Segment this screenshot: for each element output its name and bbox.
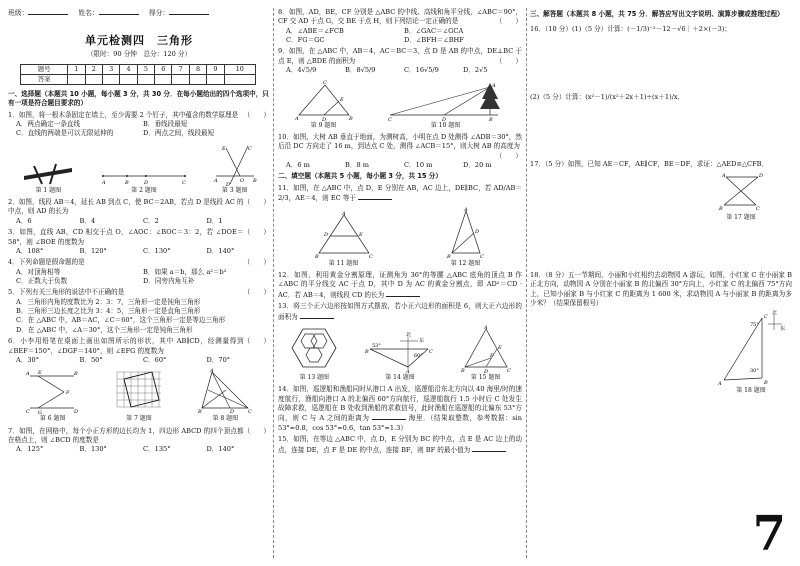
- svg-text:D: D: [474, 228, 479, 235]
- option-a: A．两点确定一条直线: [16, 119, 81, 128]
- intersecting-lines-figure: [212, 142, 258, 186]
- answer-paren: （ ）: [243, 258, 270, 267]
- options: [8, 445, 270, 454]
- svg-text:F: F: [489, 352, 494, 359]
- figure-caption: 第 3 题图: [221, 186, 248, 194]
- options: [8, 217, 270, 226]
- table-cell: 5: [137, 64, 154, 74]
- angle-label: 30°: [750, 368, 759, 375]
- figure-9: [295, 79, 353, 131]
- angle-label: 60°: [413, 352, 423, 359]
- ship-bearing-figure: [362, 327, 438, 373]
- table-cell: 9: [207, 64, 224, 74]
- parallel-triangle-figure: [315, 211, 373, 259]
- table-cell: 2: [85, 64, 102, 74]
- answer-paren: （ ）: [243, 228, 270, 237]
- score-label: 得分：: [148, 9, 170, 17]
- figure-15: [461, 325, 511, 383]
- angle-label: 53°: [371, 342, 381, 349]
- figure-row-4: [278, 207, 522, 269]
- page-number: 7: [752, 506, 786, 562]
- column-divider: [526, 8, 527, 558]
- parallel-lines-figure: [24, 368, 82, 414]
- answer-paren: （ ）: [243, 337, 270, 346]
- answer-paren: （ ）: [495, 17, 522, 26]
- table-cell: 6: [155, 64, 172, 74]
- options: [8, 247, 270, 256]
- option-b: B．∠GAC＝∠GCA: [404, 26, 464, 35]
- east-label: 东: [780, 326, 786, 333]
- page-title: 单元检测四 三角形: [85, 33, 193, 47]
- svg-text:O: O: [239, 177, 244, 184]
- option-b: B．50°: [79, 355, 103, 364]
- option-c: C．16√5/9: [404, 66, 439, 75]
- svg-text:C: C: [387, 116, 392, 121]
- option-a: A．125°: [16, 445, 44, 454]
- score-field[interactable]: [169, 8, 209, 15]
- figure-2: [101, 166, 187, 196]
- svg-text:C: C: [181, 179, 186, 186]
- question-text: 10．如图，大树 AB 垂直于地面，为测树高，小明在点 D 处测得 ∠ADB＝30°，然后沿 DC 方向走了 16 m，到达点 C 处，测得 ∠ACB＝15°，则大树 AB 的高度为: [278, 133, 522, 151]
- answer-cell[interactable]: [85, 74, 102, 84]
- option-a: A．∠ABE＝∠FCB: [286, 26, 344, 35]
- option-b: B．8√5/9: [345, 66, 376, 75]
- table-cell: 7: [172, 64, 189, 74]
- question-15: [278, 435, 522, 455]
- question-text: 14．如图，巡逻船和渔船同时从港口 A 出发，巡逻船沿东北方向以 40 海里/时的速度航行，渔船向港口 A 的北偏西 60°方向航行，巡逻船航行 1.5 小时后 C 处发生故障求救，巡逻船在 B 处收到渔船的求救信号，此时渔船在巡逻船的北偏东 53°方向，则 C 与 A 之间的距离为: [278, 385, 522, 423]
- svg-text:A: A: [213, 177, 218, 184]
- svg-text:C: C: [756, 206, 760, 213]
- table-cell: 题号: [21, 64, 68, 74]
- option-a: A．108°: [16, 246, 44, 255]
- svg-text:E: E: [221, 145, 226, 152]
- svg-text:B: B: [252, 177, 257, 184]
- svg-text:B: B: [764, 380, 768, 387]
- svg-text:B: B: [460, 367, 465, 373]
- name-label: 姓名：: [78, 9, 99, 17]
- svg-text:B: B: [719, 206, 723, 213]
- options: [278, 161, 522, 170]
- svg-text:D: D: [143, 179, 148, 186]
- section-3-heading: 三、解答题（本题共 8 小题，共 75 分．解答应写出文字说明、演算步骤或推理过程）: [530, 10, 784, 18]
- svg-text:B: B: [348, 115, 353, 121]
- svg-text:D: D: [225, 181, 230, 186]
- answer-paren: （ ）: [495, 151, 522, 160]
- answer-blank[interactable]: [372, 413, 406, 420]
- figure-caption: 第 8 题图: [212, 415, 239, 423]
- question-text: 1．如图，将一根木条固定在墙上，至少需要 2 个钉子，其中蕴含的数学原理是: [8, 110, 239, 119]
- question-17: 17．（5 分）如图，已知 AE＝CF，AE∥CF，BE＝DF，求证：△AED≌△CFB．: [530, 160, 769, 169]
- option-c: C．在 △ABC 中，AB＝AC，∠C＝60°，这个三角形一定是等边三角形: [16, 316, 226, 325]
- option-d: D．在 △ABC 中，∠A＝30°，这个三角形一定是钝角三角形: [16, 325, 193, 334]
- answer-space[interactable]: [530, 223, 792, 271]
- question-text: 8．如图，AD，BE，CF 分别是 △ABC 的中线、高线和角平分线，∠ABC＝90°，CF 交 AD 于点 G，交 BE 于点 H，则下列结论一定正确的是: [278, 8, 522, 26]
- question-18: 18．（8 分）五一节期间，小丽和小红相约去动物园 A 游玩，如图，小红家 C 在小丽家 B 正北方向，动物园 A 分别在小丽家 B 的北偏西 30°方向上，小红家 C 的北偏西 75°方向上，已知小丽家 B 与小红家 C 的距离为 1 600 米，求动物园 A 与小丽家 B 的距离为多少米？（结果保留根号）: [530, 270, 792, 308]
- column-divider: [273, 8, 274, 558]
- answer-cell[interactable]: [189, 74, 206, 84]
- svg-text:B: B: [198, 409, 202, 415]
- zoo-bearing-figure: [716, 310, 786, 386]
- option-d: D．20 m: [463, 161, 492, 170]
- svg-text:E: E: [497, 344, 502, 351]
- option-d: D．70°: [206, 355, 231, 364]
- tree-height-figure: [386, 79, 506, 121]
- figure-6: [24, 368, 82, 424]
- north-label: 北: [772, 310, 778, 317]
- figure-17-wrap: [530, 171, 792, 223]
- answer-cell[interactable]: [207, 74, 224, 84]
- svg-text:D: D: [441, 116, 446, 121]
- option-c: C．135°: [143, 445, 171, 454]
- answer-paren: （ ）: [495, 56, 522, 65]
- option-c: C．130°: [143, 246, 171, 255]
- figure-18: [716, 310, 786, 396]
- answer-paren: （ ）: [243, 426, 270, 435]
- equilateral-triangle-figure: [461, 325, 511, 373]
- figure-caption: 第 17 题图: [726, 214, 756, 222]
- option-a: A．对顶角相等: [16, 267, 61, 276]
- figure-17: [718, 171, 764, 223]
- table-cell: 答案: [21, 74, 68, 84]
- option-a: A．4√5/9: [286, 66, 317, 75]
- question-text: 3．如图，直线 AB，CD 相交于点 O，∠AOC：∠BOC＝3：2，若 ∠DOE＝58°，则 ∠BOE 的度数为: [8, 228, 244, 246]
- north-label: 北: [405, 331, 411, 338]
- option-c: C．2: [143, 216, 159, 225]
- option-c: C．FG＝GC: [286, 36, 325, 45]
- question-9: [278, 47, 522, 75]
- east-label: 东: [418, 337, 424, 344]
- page-subtitle: （限时：90 分钟 总分：120 分）: [86, 50, 192, 59]
- answer-space[interactable]: [530, 104, 792, 160]
- option-b: B．130°: [79, 445, 107, 454]
- svg-text:A: A: [294, 115, 299, 121]
- answer-cell[interactable]: [137, 74, 154, 84]
- answer-table-header-row: [21, 64, 256, 74]
- svg-text:D: D: [323, 231, 328, 238]
- grid-quadrilateral-figure: [113, 368, 165, 414]
- svg-text:A: A: [722, 173, 726, 180]
- svg-text:B: B: [364, 348, 369, 355]
- option-d: D．140°: [206, 445, 235, 454]
- option-b: B．120°: [79, 246, 107, 255]
- figure-3: [212, 142, 258, 196]
- question-2: [8, 198, 270, 226]
- option-b: B．4: [79, 216, 96, 225]
- option-a: A．6 m: [286, 161, 310, 170]
- option-a: A．三角形内角的度数比为 2：3：7，三角形一定是钝角三角形: [16, 297, 201, 306]
- question-3: [8, 228, 270, 256]
- table-cell: 8: [189, 64, 206, 74]
- question-4: [8, 258, 270, 286]
- svg-text:C: C: [322, 79, 327, 86]
- figure-18-wrap: [530, 310, 792, 396]
- figure-caption: 第 13 题图: [299, 373, 330, 381]
- figure-row-1: [8, 142, 270, 196]
- svg-text:C: C: [764, 314, 768, 321]
- answer-blank[interactable]: [472, 445, 506, 452]
- option-b: B．三角形三边长度之比为 3：4：5，三角形一定是直角三角形: [16, 307, 201, 316]
- svg-text:D: D: [230, 409, 235, 415]
- section-2-heading: 二、填空题（本题共 5 小题，每小题 3 分，共 15 分）: [278, 172, 442, 181]
- svg-text:B: B: [314, 253, 319, 259]
- svg-text:E: E: [37, 370, 42, 377]
- question-text: 4．下列命题是假命题的是: [8, 258, 85, 267]
- figure-caption: 第 10 题图: [430, 121, 461, 129]
- question-16a: 16．（10 分）(1)（5 分）计算：(－1/3)⁻²－12－√6｜＋2×(－3)；: [530, 25, 732, 34]
- question-16b: (2)（5 分）计算：(x²－1)/(x²＋2x＋1)÷(x＋1)/x．: [530, 92, 685, 101]
- question-12: [278, 271, 522, 300]
- svg-text:A: A: [491, 82, 496, 89]
- question-14: [278, 385, 522, 433]
- angle-label: 75°: [750, 322, 759, 329]
- figure-caption: 第 2 题图: [131, 186, 157, 194]
- figure-caption: 第 6 题图: [39, 415, 66, 423]
- figure-1: [20, 160, 76, 196]
- isosceles-triangle-figure: [446, 207, 486, 259]
- question-text: 13．将三个正六边形按如图方式摆放，若小正六边形的面积是 6，则大正六边形的面积为: [278, 302, 522, 321]
- answer-space[interactable]: [530, 37, 792, 93]
- svg-text:A: A: [101, 179, 106, 186]
- student-info: [8, 8, 270, 19]
- option-b: B．8 m: [345, 161, 369, 170]
- answer-paren: （ ）: [243, 198, 270, 207]
- svg-text:A: A: [25, 371, 30, 378]
- options: [8, 120, 270, 139]
- table-cell: 1: [68, 64, 85, 74]
- class-label: 班级：: [8, 9, 29, 17]
- answer-table: [20, 64, 256, 85]
- question-8: [278, 8, 522, 45]
- option-c: C．直线的两端是可以无限延伸的: [16, 129, 114, 138]
- svg-text:B: B: [446, 253, 451, 259]
- answer-table-answer-row: [21, 74, 256, 84]
- svg-text:C: C: [247, 145, 252, 152]
- section-1-heading: 一、选择题（本题共 10 小题，每小题 3 分，共 30 分．在每小题给出的四个选项中，只有一项是符合题目要求的）: [8, 89, 269, 108]
- answer-paren: （ ）: [243, 110, 270, 119]
- question-text: 7．如图，在网格中，每个小正方形的边长均为 1，四边形 ABCD 的四个顶点都在格点上，则 ∠BCD 的度数是: [8, 426, 244, 445]
- options: [278, 27, 522, 46]
- svg-text:A: A: [210, 368, 214, 375]
- option-d: D．同旁内角互补: [143, 276, 195, 285]
- figure-row-3: [278, 79, 522, 131]
- answer-cell[interactable]: [155, 74, 172, 84]
- table-cell: 4: [120, 64, 137, 74]
- figure-caption: 第 18 题图: [736, 387, 766, 395]
- question-text: 15．如图，在等边 △ABC 中，点 D，E 分别为 BC 的中点，点 E 是 AC 边上的动点，连接 DE，点 F 是 DE 的中点，连接 BF，则 BF 的最小值为: [278, 435, 522, 454]
- svg-text:C: C: [248, 409, 253, 415]
- class-field[interactable]: [28, 8, 68, 15]
- svg-text:E: E: [339, 96, 344, 103]
- option-c: C．10 m: [404, 161, 433, 170]
- svg-text:A: A: [463, 206, 468, 213]
- triangle-abc-figure: [295, 79, 353, 121]
- question-text: 11．如图，在 △ABC 中，点 D，E 分别在 AB，AC 边上，DE∥BC，若 AD/AB＝2/3，AE＝4，则 EC 等于: [278, 183, 522, 203]
- option-b: B．垂线段最短: [143, 119, 188, 128]
- question-text: 9．如图，在 △ABC 中，AB＝4，AC＝BC＝3，点 D 是 AB 的中点，DE⊥BC 于点 E，则 △BDE 的面积为: [278, 47, 522, 65]
- figure-caption: 第 1 题图: [35, 186, 62, 194]
- option-b: B．如果 a＝b，那么 a²＝b²: [143, 267, 227, 276]
- answer-blank[interactable]: [386, 290, 420, 297]
- wood-board-figure: [20, 160, 76, 186]
- options: [278, 66, 522, 75]
- options: [8, 356, 270, 365]
- svg-text:A: A: [405, 368, 410, 373]
- figure-caption: 第 11 题图: [328, 259, 359, 267]
- options: [8, 268, 270, 287]
- question-text: 6．小李用铅笔在桌面上画出如图所示的形状，其中 AB∥CD，经测量得到 ∠BEF＝150°，∠DGF＝140°，则 ∠EFG 的度数为: [8, 337, 244, 355]
- question-text-tail: 海里．（结果取整数，参考数据：sin 53°≈0.8，cos 53°≈0.6，tan 53°≈1.3）: [278, 414, 522, 432]
- svg-text:C: C: [25, 409, 30, 415]
- option-d: D．140°: [206, 246, 235, 255]
- svg-text:C: C: [428, 348, 433, 355]
- svg-text:G: G: [37, 410, 42, 415]
- svg-text:D: D: [73, 409, 78, 415]
- figure-caption: 第 12 题图: [450, 259, 481, 267]
- question-11: [278, 184, 522, 204]
- option-d: D．1: [206, 216, 223, 225]
- question-text: 2．如图，线段 AB＝4，延长 AB 到点 C，使 BC＝2AB，若点 D 是线段 AC 的中点，则 AD 的长为: [8, 198, 244, 216]
- question-text: 12．如图，利用黄金分割原理，证测角为 36°的等腰 △ABC 底角的顶点 B 作 ∠ABC 的平分线交 AC 于点 D，其中 D 为 AC 的黄金分割点，即 AD²＝CD · AC．若 AB＝4，则线段 CD 的长为: [278, 271, 522, 299]
- question-10: [278, 133, 522, 170]
- figure-row-2: [8, 368, 270, 424]
- name-field[interactable]: [99, 8, 139, 15]
- congruent-triangles-figure: [718, 171, 764, 213]
- figure-caption: 第 9 题图: [310, 121, 337, 129]
- question-7: [8, 427, 270, 455]
- option-d: D．两点之间，线段最短: [143, 129, 215, 138]
- question-5: [8, 288, 270, 335]
- svg-text:F: F: [65, 390, 70, 397]
- figure-14: [362, 327, 438, 383]
- answer-cell[interactable]: [172, 74, 189, 84]
- figure-12: [446, 207, 486, 269]
- figure-7: [113, 368, 165, 424]
- answer-cell[interactable]: [224, 74, 255, 84]
- figure-caption: 第 14 题图: [385, 373, 415, 381]
- option-d: D．2√5: [463, 66, 488, 75]
- table-cell: 10: [224, 64, 255, 74]
- segment-figure: [101, 166, 187, 186]
- figure-caption: 第 7 题图: [126, 415, 152, 423]
- question-text: 5．下列有关三角形的说法中不正确的是: [8, 288, 125, 297]
- figure-10: [386, 79, 506, 131]
- figure-13: [289, 327, 339, 383]
- svg-text:D: D: [759, 173, 764, 180]
- svg-text:B: B: [488, 116, 493, 121]
- svg-text:D: D: [483, 368, 488, 373]
- answer-blank[interactable]: [358, 193, 392, 200]
- question-1: [8, 111, 270, 139]
- figure-caption: 第 15 题图: [470, 373, 501, 381]
- column-3: [530, 8, 792, 562]
- figure-row-5: [278, 325, 522, 383]
- svg-text:B: B: [73, 371, 78, 378]
- figure-11: [315, 211, 373, 269]
- question-13: [278, 302, 522, 322]
- triangle-lines-figure: [196, 368, 254, 414]
- answer-paren: （ ）: [243, 288, 270, 297]
- svg-text:A: A: [483, 324, 488, 331]
- column-1: [8, 8, 270, 562]
- svg-text:C: C: [368, 253, 373, 259]
- option-a: A．6: [16, 216, 32, 225]
- option-c: C．正数大于负数: [16, 276, 68, 285]
- column-2: [278, 8, 522, 562]
- options: [8, 298, 270, 335]
- svg-text:A: A: [341, 210, 346, 217]
- svg-text:C: C: [506, 367, 511, 373]
- svg-text:B: B: [124, 179, 129, 186]
- answer-cell[interactable]: [120, 74, 137, 84]
- option-c: C．60°: [143, 355, 167, 364]
- question-6: [8, 337, 270, 365]
- answer-cell[interactable]: [102, 74, 119, 84]
- svg-text:D: D: [321, 116, 326, 121]
- option-d: D．∠BFH＝∠BHF: [404, 36, 464, 45]
- svg-text:C: C: [479, 253, 484, 259]
- table-cell: 3: [102, 64, 119, 74]
- option-a: A．30°: [16, 355, 40, 364]
- answer-cell[interactable]: [68, 74, 85, 84]
- answer-blank[interactable]: [300, 312, 334, 319]
- hexagons-figure: [289, 327, 339, 373]
- figure-8: [196, 368, 254, 424]
- svg-text:A: A: [718, 381, 722, 387]
- svg-text:E: E: [358, 231, 363, 238]
